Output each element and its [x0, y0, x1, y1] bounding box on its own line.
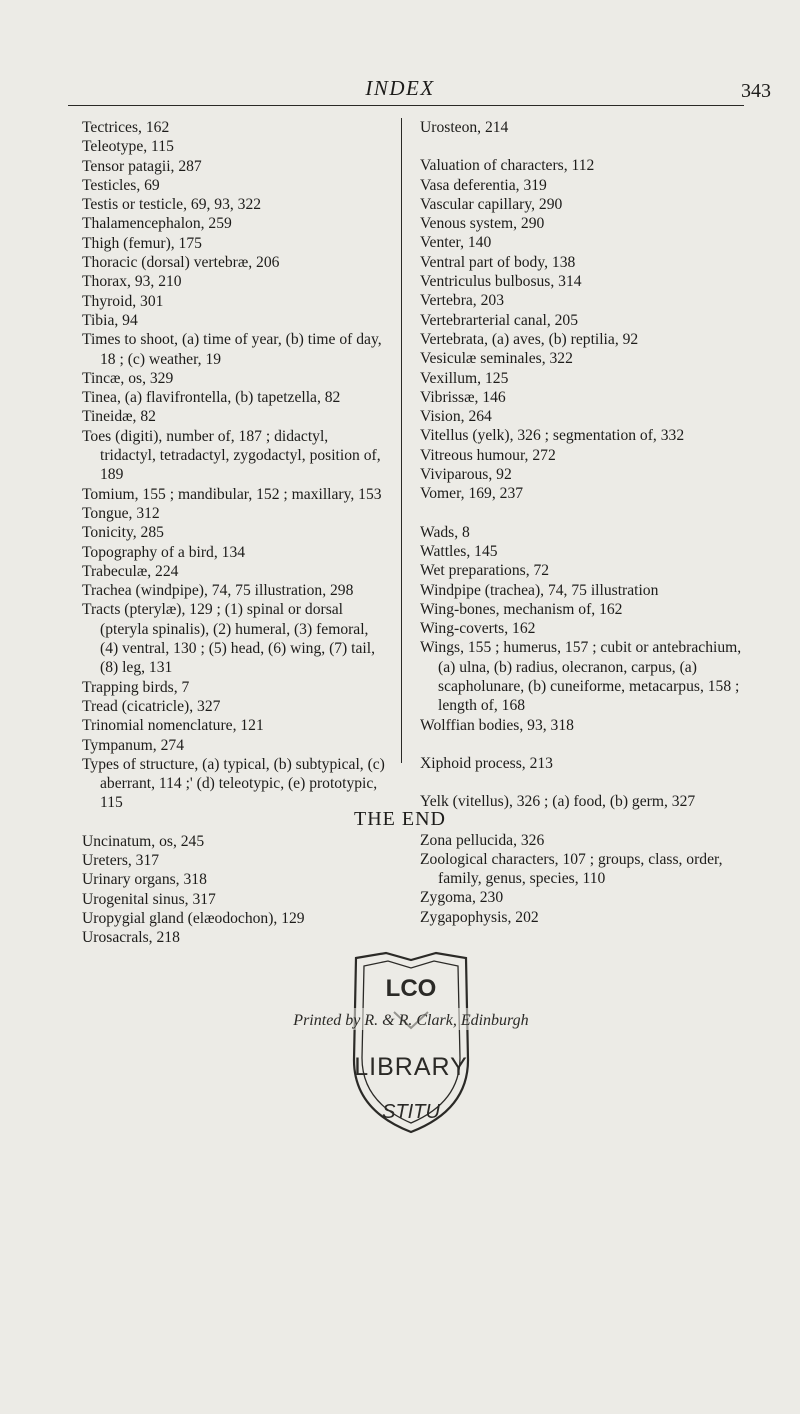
- header-rule: [68, 105, 744, 106]
- index-entry: Vision, 264: [420, 408, 492, 426]
- library-stamp-graphic: [236, 950, 586, 1135]
- index-entry: Thyroid, 301: [82, 292, 164, 310]
- column-divider: [401, 118, 402, 763]
- index-entry: Testicles, 69: [82, 176, 160, 194]
- index-entry: Vitellus (yelk), 326 ; segmentation of, 332: [420, 427, 685, 445]
- index-entry: Vertebrata, (a) aves, (b) reptilia, 92: [420, 330, 639, 348]
- index-entry: Vibrissæ, 146: [420, 388, 506, 406]
- index-entry: Valuation of characters, 112: [420, 157, 595, 175]
- index-entry: Zygoma, 230: [420, 889, 504, 907]
- page-title: INDEX: [365, 76, 435, 100]
- index-entry: Zoological characters, 107 ; groups, class, order, family, genus, species, 110: [420, 850, 723, 888]
- index-entry: Vexillum, 125: [420, 369, 509, 387]
- index-entry: Venter, 140: [420, 234, 492, 252]
- index-entry: Ventriculus bulbosus, 314: [420, 273, 582, 291]
- index-entry: Vasa deferentia, 319: [420, 176, 547, 194]
- index-entry: Tinea, (a) flavifrontella, (b) tapetzella, 82: [82, 389, 341, 407]
- index-entry: Vascular capillary, 290: [420, 195, 563, 213]
- index-entry: Trinomial nomenclature, 121: [82, 717, 264, 735]
- index-entry: Tineidæ, 82: [82, 408, 156, 426]
- index-entry: Vitreous humour, 272: [420, 446, 556, 464]
- index-entry: Xiphoid process, 213: [420, 754, 553, 772]
- index-entry: Urogenital sinus, 317: [82, 890, 216, 908]
- index-entry: Toes (digiti), number of, 187 ; didactyl, tridactyl, tetradactyl, zygodactyl, position of, 189: [82, 427, 381, 484]
- index-entry: Vertebra, 203: [420, 292, 504, 310]
- imprint-text: Printed by R. & R. Clark, Edinburgh: [293, 1012, 529, 1029]
- index-entry: Teleotype, 115: [82, 138, 174, 156]
- index-entry: Thalamencephalon, 259: [82, 215, 232, 233]
- index-entry: Tracts (pterylæ), 129 ; (1) spinal or dorsal (pteryla spinalis), (2) humeral, (3) femoral, (4) ventral, 130 ; (5) head, (6) wing, (7) tail, (8) leg, 131: [82, 601, 375, 677]
- index-entry: Trachea (windpipe), 74, 75 illustration, 298: [82, 582, 354, 600]
- index-entry: Tympanum, 274: [82, 736, 184, 754]
- index-entry: Urosteon, 214: [420, 119, 509, 136]
- index-entry: Vomer, 169, 237: [420, 485, 524, 503]
- page-number: 343: [741, 80, 771, 102]
- index-entry: Trabeculæ, 224: [82, 562, 179, 580]
- index-entry: Viviparous, 92: [420, 466, 512, 484]
- index-entry: Uropygial gland (elæodochon), 129: [82, 909, 305, 927]
- index-entry: Tibia, 94: [82, 311, 138, 329]
- index-entry: Tomium, 155 ; mandibular, 152 ; maxillary, 153: [82, 485, 382, 503]
- index-entry: Wet preparations, 72: [420, 562, 550, 580]
- index-entry: Tincæ, os, 329: [82, 369, 174, 387]
- stamp-library-text: LIBRARY: [354, 1053, 468, 1081]
- svg-text:LCO: LCO: [385, 975, 437, 1002]
- index-entry: Wattles, 145: [420, 542, 498, 560]
- index-entry: Types of structure, (a) typical, (b) subtypical, (c) aberrant, 114 ;' (d) teleotypic, (e) prototypic, 115: [82, 755, 385, 812]
- section-gap: [420, 735, 748, 754]
- library-stamp: [236, 950, 586, 1135]
- index-entry: Testis or testicle, 69, 93, 322: [82, 196, 262, 214]
- index-entry: Urosacrals, 218: [82, 929, 180, 947]
- index-entry: Windpipe (trachea), 74, 75 illustration: [420, 581, 659, 599]
- index-entry: Vertebrarterial canal, 205: [420, 311, 579, 329]
- index-entry: Ureters, 317: [82, 851, 160, 869]
- the-end-text: THE END: [354, 808, 446, 830]
- index-entry: Zona pellucida, 326: [420, 831, 545, 849]
- index-entry: Trapping birds, 7: [82, 678, 190, 696]
- index-entry: Topography of a bird, 134: [82, 543, 246, 561]
- index-entry: Tonicity, 285: [82, 524, 164, 542]
- index-entry: Wing-bones, mechanism of, 162: [420, 600, 623, 618]
- index-entry: Tread (cicatricle), 327: [82, 697, 221, 715]
- index-entry: Tensor patagii, 287: [82, 157, 202, 175]
- index-entry: Wads, 8: [420, 523, 470, 541]
- index-entry: Tectrices, 162: [82, 119, 170, 136]
- index-entry: Venous system, 290: [420, 215, 545, 233]
- svg-text:STITU: STITU: [382, 1101, 440, 1123]
- index-entry: Wing-coverts, 162: [420, 620, 536, 638]
- section-gap: [420, 773, 748, 792]
- index-entry: Ventral part of body, 138: [420, 253, 576, 271]
- section-gap: [420, 137, 748, 156]
- index-entry: Thorax, 93, 210: [82, 273, 182, 291]
- index-column-right: [420, 118, 748, 927]
- index-entry: Thoracic (dorsal) vertebræ, 206: [82, 254, 280, 272]
- index-entry: Yelk (vitellus), 326 ; (a) food, (b) germ, 327: [420, 793, 696, 811]
- index-entry: Wings, 155 ; humerus, 157 ; cubit or antebrachium, (a) ulna, (b) radius, olecranon, carpus, (a) scapholunare, (b) cuneiforme, metacarpus, 158 ; length of, 168: [420, 639, 742, 715]
- index-entry: Vesiculæ seminales, 322: [420, 350, 573, 368]
- index-entry: Wolffian bodies, 93, 318: [420, 716, 574, 734]
- index-entry: Thigh (femur), 175: [82, 234, 202, 252]
- index-entry: Times to shoot, (a) time of year, (b) time of day, 18 ; (c) weather, 19: [82, 331, 382, 368]
- index-entry: Tongue, 312: [82, 504, 160, 522]
- section-gap: [420, 504, 748, 523]
- index-entry: Uncinatum, os, 245: [82, 832, 205, 850]
- index-entry: Urinary organs, 318: [82, 871, 207, 889]
- index-entry: Zygapophysis, 202: [420, 908, 539, 926]
